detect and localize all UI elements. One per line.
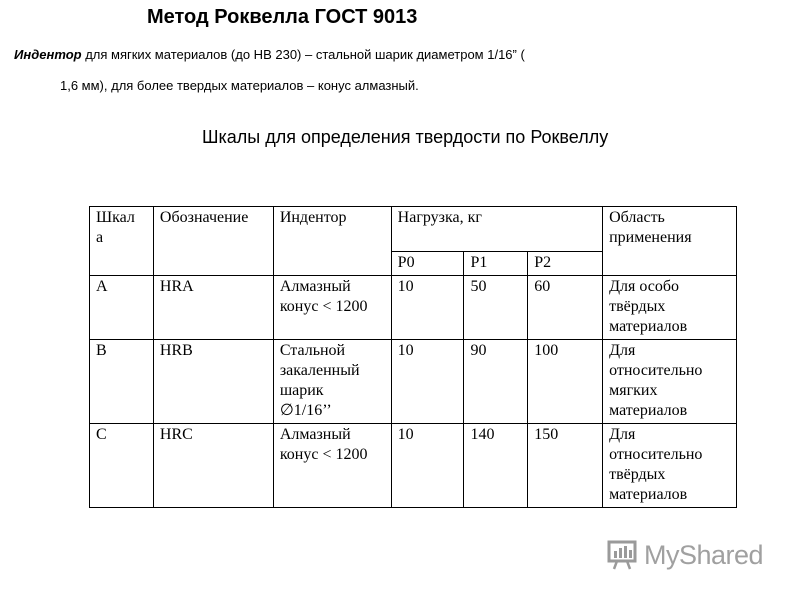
cell-p2: 60 (528, 276, 603, 340)
table-row (90, 340, 737, 424)
page-title: Метод Роквелла ГОСТ 9013 (147, 6, 418, 28)
header-scale: Шкал а (90, 207, 154, 276)
watermark (606, 538, 766, 572)
cell-designation: HRC (153, 424, 273, 508)
watermark-text: MyShared (644, 540, 764, 570)
table-header-row (90, 207, 737, 252)
cell-indenter: Алмазный конус < 1200 (273, 424, 391, 508)
cell-indenter: Стальной закаленный шарик ∅1/16’’ (273, 340, 391, 424)
header-application: Область применения (603, 207, 737, 276)
header-load: Нагрузка, кг (391, 207, 602, 252)
table-caption: Шкалы для определения твердости по Роквеллу (202, 127, 609, 147)
header-designation: Обозначение (153, 207, 273, 276)
cell-scale: С (90, 424, 154, 508)
header-p2: Р2 (528, 252, 603, 276)
presentation-board-icon (606, 539, 638, 571)
cell-p0: 10 (391, 276, 464, 340)
cell-application: Для относительно мягких материалов (603, 340, 737, 424)
cell-scale: В (90, 340, 154, 424)
intro-paragraph-line-1 (14, 47, 525, 62)
table-row (90, 276, 737, 340)
cell-p0: 10 (391, 340, 464, 424)
cell-p1: 90 (464, 340, 528, 424)
header-p0: Р0 (391, 252, 464, 276)
intro-term: Индентор (14, 47, 82, 62)
cell-p1: 50 (464, 276, 528, 340)
cell-p0: 10 (391, 424, 464, 508)
cell-indenter: Алмазный конус < 1200 (273, 276, 391, 340)
header-indenter: Индентор (273, 207, 391, 276)
intro-text-part-1: для мягких материалов (до НВ 230) – стальной шарик диаметром 1/16” ( (81, 47, 525, 62)
cell-scale: А (90, 276, 154, 340)
header-p1: Р1 (464, 252, 528, 276)
cell-p1: 140 (464, 424, 528, 508)
intro-paragraph-line-2: 1,6 мм), для более твердых материалов – конус алмазный. (60, 78, 419, 93)
cell-p2: 100 (528, 340, 603, 424)
cell-designation: HRB (153, 340, 273, 424)
cell-designation: HRA (153, 276, 273, 340)
cell-p2: 150 (528, 424, 603, 508)
table-row (90, 424, 737, 508)
cell-application: Для относительно твёрдых материалов (603, 424, 737, 508)
cell-application: Для особо твёрдых материалов (603, 276, 737, 340)
rockwell-scales-table (89, 206, 737, 508)
